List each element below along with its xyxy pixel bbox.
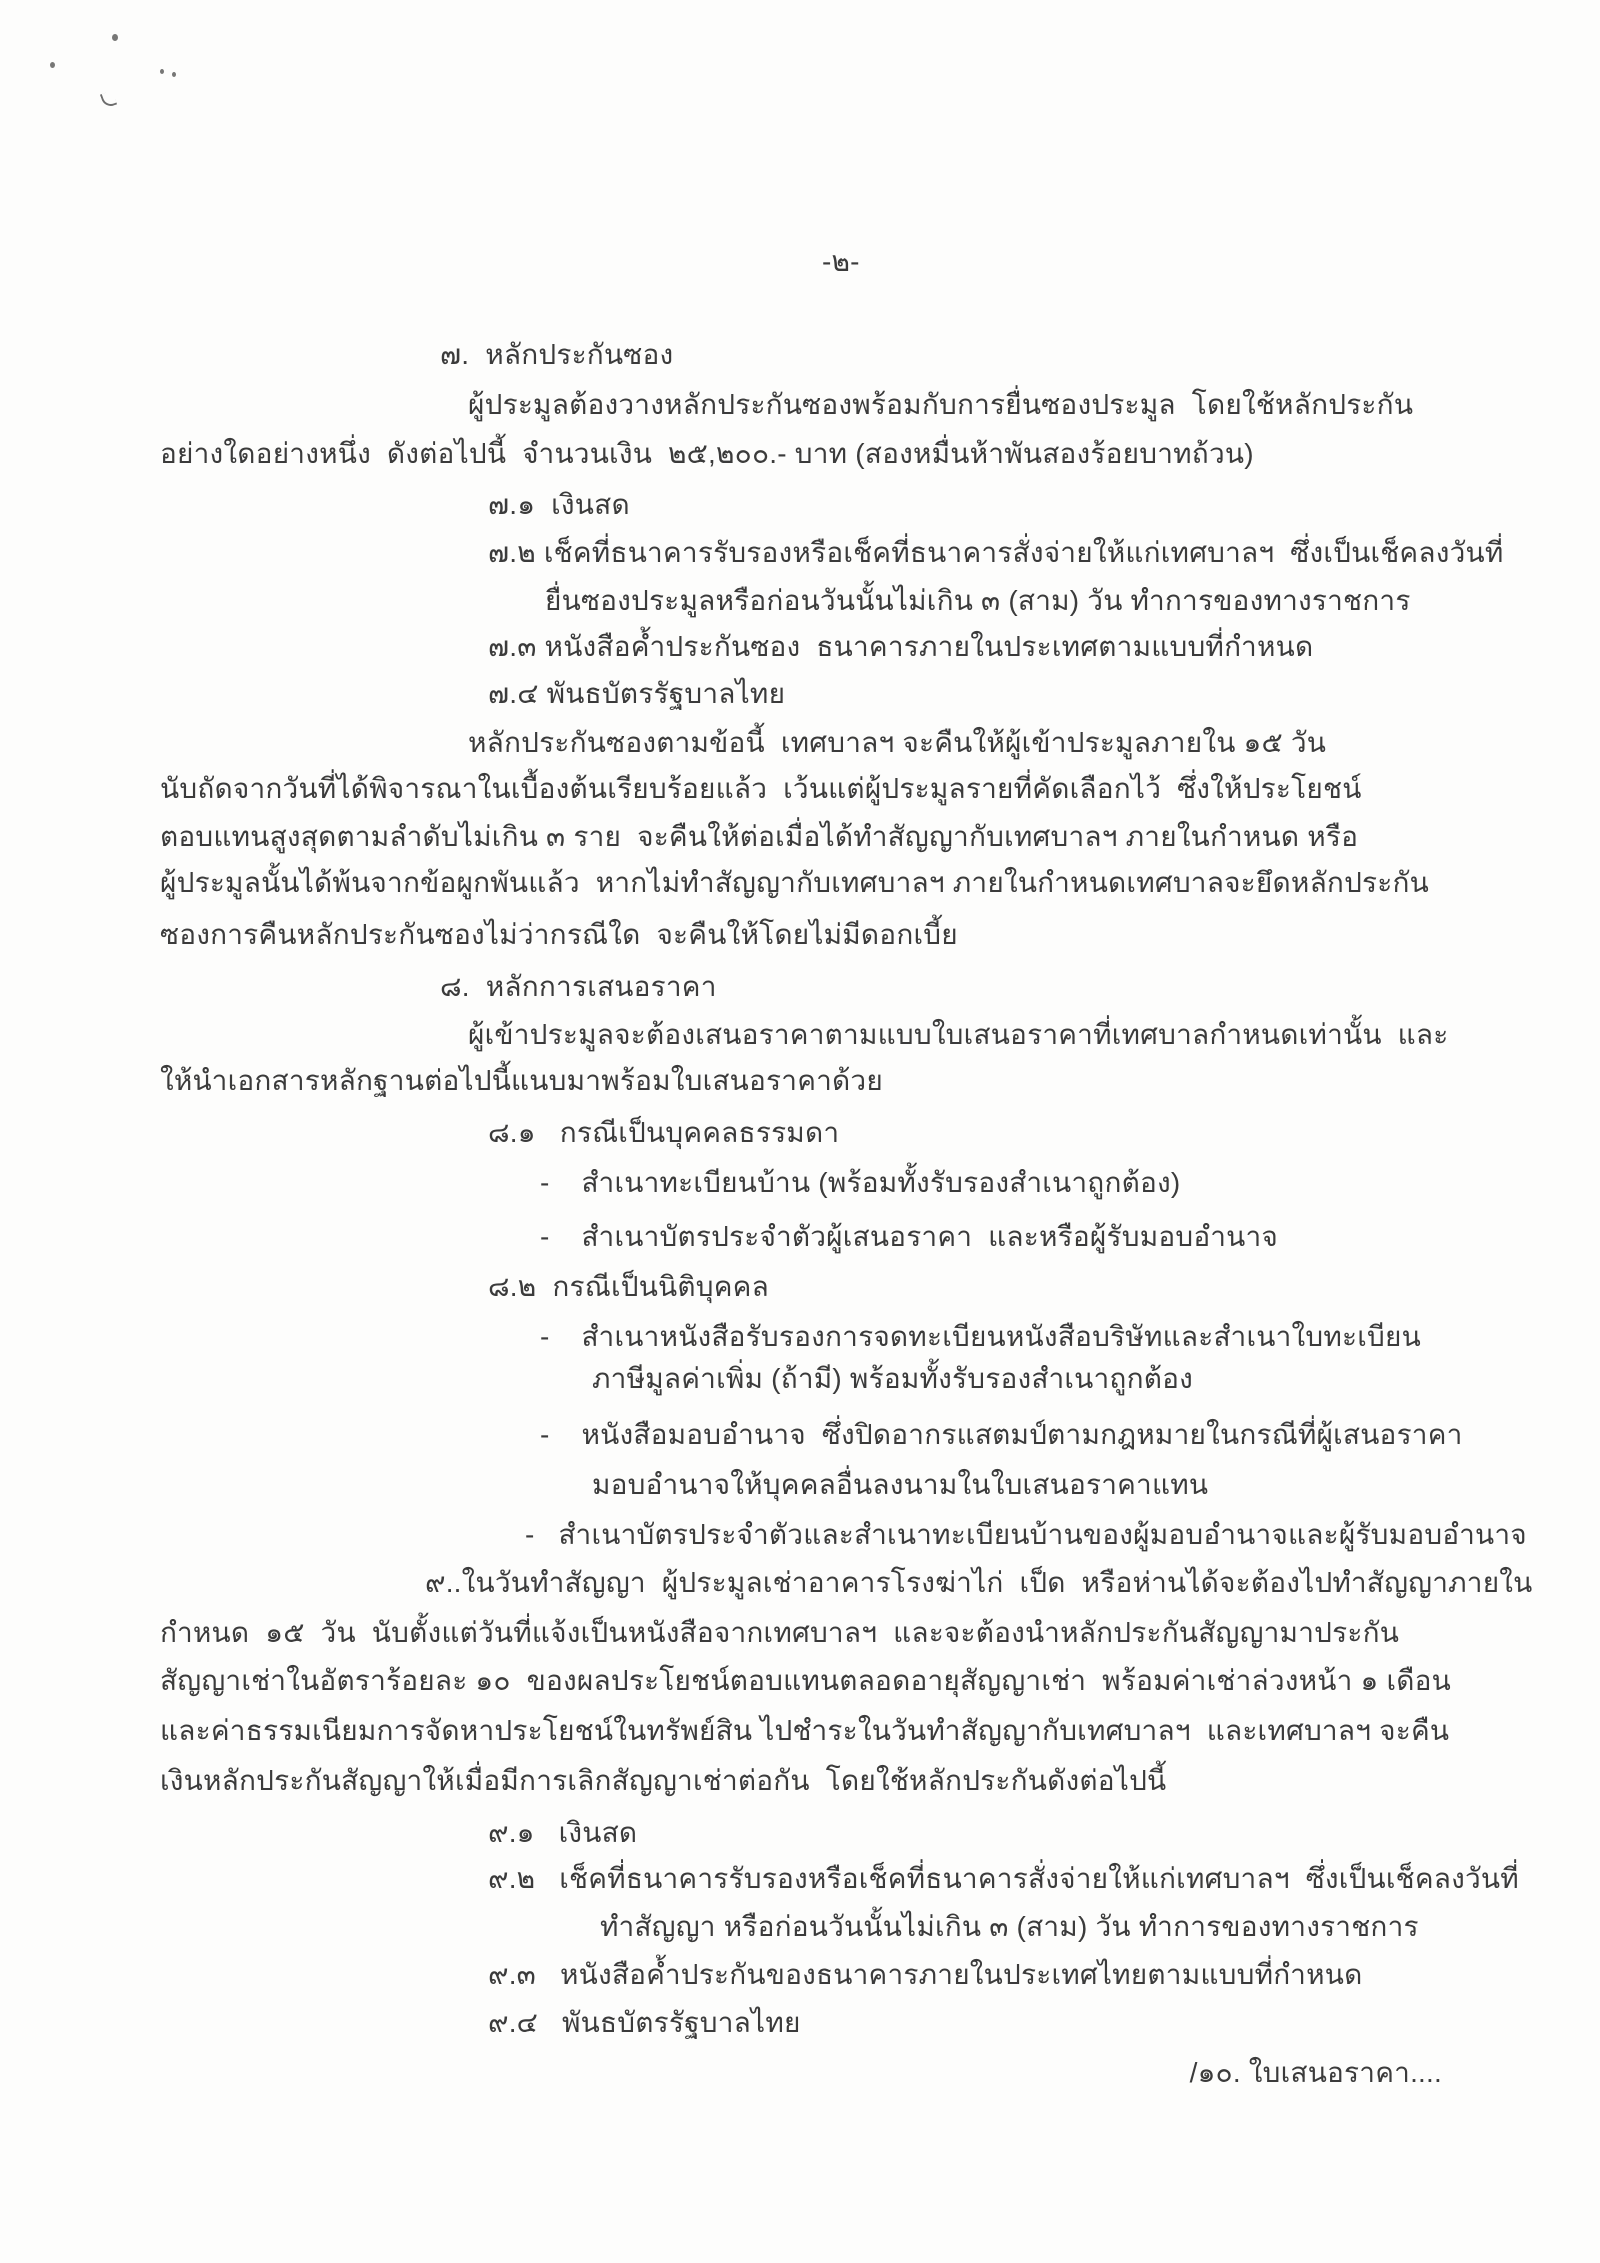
section-7-para-line-3: ตอบแทนสูงสุดตามลำดับไม่เกิน ๓ ราย จะคืนให้ต่อเมื่อได้ทำสัญญากับเทศบาลฯ ภายในกำหนด หรือ	[160, 821, 1359, 852]
item-8-2-bullet-2-line-1: - หนังสือมอบอำนาจ ซึ่งปิดอากรแสตมป์ตามกฎหมายในกรณีที่ผู้เสนอราคา	[540, 1419, 1463, 1450]
scan-speck	[172, 72, 176, 77]
section-9-para-line-2: กำหนด ๑๕ วัน นับตั้งแต่วันที่แจ้งเป็นหนังสือจากเทศบาลฯ และจะต้องนำหลักประกันสัญญามาประกัน	[160, 1617, 1400, 1648]
section-8-intro-line-2: ให้นำเอกสารหลักฐานต่อไปนี้แนบมาพร้อมใบเสนอราคาด้วย	[160, 1065, 883, 1096]
item-7-2-line-1: ๗.๒ เช็คที่ธนาคารรับรองหรือเช็คที่ธนาคารสั่งจ่ายให้แก่เทศบาลฯ ซึ่งเป็นเช็คลงวันที่	[488, 537, 1504, 568]
item-9-2-line-2: ทำสัญญา หรือก่อนวันนั้นไม่เกิน ๓ (สาม) วัน ทำการของทางราชการ	[600, 1911, 1419, 1942]
section-7-heading: ๗. หลักประกันซอง	[440, 339, 674, 370]
scan-speck	[112, 34, 118, 41]
next-page-note: /๑๐. ใบเสนอราคา....	[1189, 2057, 1442, 2088]
scan-speck	[50, 62, 55, 68]
item-8-1-bullet-2: - สำเนาบัตรประจำตัวผู้เสนอราคา และหรือผู้รับมอบอำนาจ	[540, 1221, 1278, 1252]
item-9-2-line-1: ๙.๒ เช็คที่ธนาคารรับรองหรือเช็คที่ธนาคารสั่งจ่ายให้แก่เทศบาลฯ ซึ่งเป็นเช็คลงวันที่	[488, 1863, 1519, 1894]
item-9-1: ๙.๑ เงินสด	[488, 1817, 638, 1848]
item-7-1: ๗.๑ เงินสด	[488, 489, 630, 520]
scan-speck	[160, 69, 164, 74]
section-7-para-line-1: หลักประกันซองตามข้อนี้ เทศบาลฯ จะคืนให้ผู้เข้าประมูลภายใน ๑๕ วัน	[468, 727, 1327, 758]
item-7-4: ๗.๔ พันธบัตรรัฐบาลไทย	[488, 678, 786, 709]
section-7-intro-line-1: ผู้ประมูลต้องวางหลักประกันซองพร้อมกับการยื่นซองประมูล โดยใช้หลักประกัน	[468, 389, 1414, 420]
item-8-1-heading: ๘.๑ กรณีเป็นบุคคลธรรมดา	[488, 1117, 840, 1148]
section-9-para-line-5: เงินหลักประกันสัญญาให้เมื่อมีการเลิกสัญญาเช่าต่อกัน โดยใช้หลักประกันดังต่อไปนี้	[160, 1765, 1167, 1796]
item-9-4: ๙.๔ พันธบัตรรัฐบาลไทย	[488, 2007, 801, 2038]
section-7-intro-line-2: อย่างใดอย่างหนึ่ง ดังต่อไปนี้ จำนวนเงิน ๒๕,๒๐๐.- บาท (สองหมื่นห้าพันสองร้อยบาทถ้วน)	[160, 438, 1254, 469]
item-8-1-bullet-1: - สำเนาทะเบียนบ้าน (พร้อมทั้งรับรองสำเนาถูกต้อง)	[540, 1167, 1181, 1198]
scan-squiggle-mark	[100, 90, 117, 109]
item-8-2-bullet-1-line-2: ภาษีมูลค่าเพิ่ม (ถ้ามี) พร้อมทั้งรับรองสำเนาถูกต้อง	[592, 1363, 1193, 1394]
item-7-2-line-2: ยื่นซองประมูลหรือก่อนวันนั้นไม่เกิน ๓ (สาม) วัน ทำการของทางราชการ	[545, 585, 1411, 616]
page-number: -๒-	[822, 246, 860, 277]
section-8-heading: ๘. หลักการเสนอราคา	[440, 971, 717, 1002]
item-8-2-bullet-3: - สำเนาบัตรประจำตัวและสำเนาทะเบียนบ้านของผู้มอบอำนาจและผู้รับมอบอำนาจ	[525, 1519, 1527, 1550]
item-8-2-heading: ๘.๒ กรณีเป็นนิติบุคคล	[488, 1271, 769, 1302]
section-7-para-line-4: ผู้ประมูลนั้นได้พ้นจากข้อผูกพันแล้ว หากไม่ทำสัญญากับเทศบาลฯ ภายในกำหนดเทศบาลจะยึดหลักประกัน	[160, 867, 1430, 898]
section-7-para-line-5: ซองการคืนหลักประกันซองไม่ว่ากรณีใด จะคืนให้โดยไม่มีดอกเบี้ย	[160, 919, 958, 950]
item-9-3: ๙.๓ หนังสือค้ำประกันของธนาคารภายในประเทศไทยตามแบบที่กำหนด	[488, 1959, 1363, 1990]
item-8-2-bullet-2-line-2: มอบอำนาจให้บุคคลอื่นลงนามในใบเสนอราคาแทน	[592, 1469, 1209, 1500]
section-7-para-line-2: นับถัดจากวันที่ได้พิจารณาในเบื้องต้นเรียบร้อยแล้ว เว้นแต่ผู้ประมูลรายที่คัดเลือกไว้ ซึ่งให้ประโยชน์	[160, 773, 1362, 804]
section-9-para-line-3: สัญญาเช่าในอัตราร้อยละ ๑๐ ของผลประโยชน์ตอบแทนตลอดอายุสัญญาเช่า พร้อมค่าเช่าล่วงหน้า ๑ เดือน	[160, 1665, 1452, 1696]
section-8-intro-line-1: ผู้เข้าประมูลจะต้องเสนอราคาตามแบบใบเสนอราคาที่เทศบาลกำหนดเท่านั้น และ	[468, 1019, 1449, 1050]
section-9-para-line-4: และค่าธรรมเนียมการจัดหาประโยชน์ในทรัพย์สิน ไปชำระในวันทำสัญญากับเทศบาลฯ และเทศบาลฯ จะคืน	[160, 1715, 1450, 1746]
section-9-para-line-1: ๙..ในวันทำสัญญา ผู้ประมูลเช่าอาคารโรงฆ่าไก่ เป็ด หรือห่านได้จะต้องไปทำสัญญาภายใน	[425, 1567, 1533, 1598]
item-7-3: ๗.๓ หนังสือค้ำประกันซอง ธนาคารภายในประเทศตามแบบที่กำหนด	[488, 631, 1314, 662]
item-8-2-bullet-1-line-1: - สำเนาหนังสือรับรองการจดทะเบียนหนังสือบริษัทและสำเนาใบทะเบียน	[540, 1321, 1421, 1352]
